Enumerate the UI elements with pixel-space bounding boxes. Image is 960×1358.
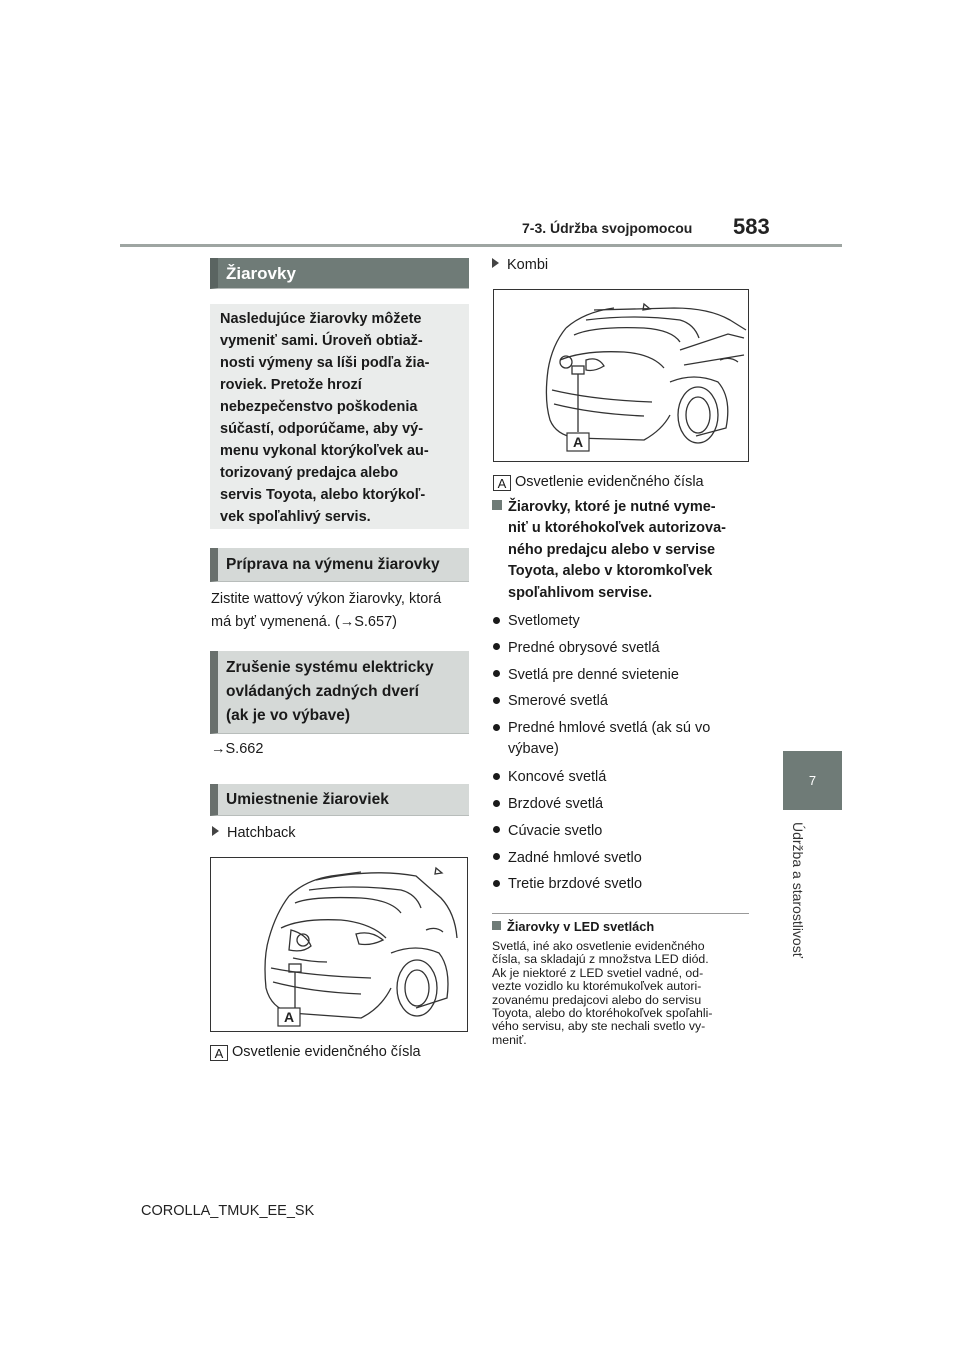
note-line: Svetlá, iné ako osvetlenie evidenčného (492, 939, 705, 953)
hatchback-car-drawing (211, 858, 467, 1031)
bullet-dot-icon (493, 880, 500, 887)
heading-bulb-location: Umiestnenie žiaroviek (210, 784, 469, 816)
list-item: Tretie brzdové svetlo (493, 871, 751, 898)
heading-power-door-line: (ak je vo výbave) (226, 707, 351, 724)
variant-kombi (492, 254, 548, 277)
dealer-heading-line: Toyota, alebo v ktoromkoľvek (508, 563, 713, 580)
prep-line: Zistite wattový výkon žiarovky, ktorá (211, 591, 442, 607)
list-item: Brzdové svetlá (493, 791, 751, 818)
heading-power-door-line: Zrušenie systému elektricky (226, 659, 434, 676)
intro-line: vek spoľahlivý servis. (220, 509, 371, 525)
intro-line: menu vykonal ktorýkoľvek au- (220, 443, 429, 459)
triangle-bullet-icon (492, 258, 499, 268)
note-line: Ak je niektoré z LED svetiel vadné, od- (492, 965, 704, 980)
section-title: 7-3. Údržba svojpomocou (522, 220, 693, 236)
power-door-reference: →S.662 (211, 741, 264, 757)
note-line: vezte vozidlo ku ktorémukoľvek autori- (492, 979, 702, 994)
note-line: vého servisu, aby ste nechali svetlo vy- (492, 1019, 706, 1034)
hatchback-rear-illustration (210, 857, 468, 1032)
variant-hatchback (212, 822, 296, 845)
bullet-dot-icon (493, 617, 500, 624)
dealer-heading-line: ného predajcu alebo v servise (508, 541, 716, 558)
intro-line: súčastí, odporúčame, aby vý- (220, 421, 424, 437)
note-line: Toyota, alebo do ktoréhokoľvek spoľahli- (492, 1006, 713, 1021)
bullet-dot-icon (493, 800, 500, 807)
intro-line: nosti výmeny sa líši podľa žia- (220, 355, 430, 371)
list-item: Smerové svetlá (493, 688, 751, 715)
chapter-tab: 7 (783, 751, 842, 810)
variant-hatchback-label: Hatchback (227, 825, 296, 841)
chapter-side-label-text: Údržba a starostlivosť (790, 822, 806, 958)
list-item: Koncové svetlá (493, 764, 751, 791)
bullet-dot-icon (493, 643, 500, 650)
list-item: Svetlá pre denné svietenie (493, 662, 751, 689)
intro-line: torizovaný predajca alebo (220, 465, 399, 481)
square-bullet-icon (492, 921, 501, 930)
intro-box (210, 304, 469, 529)
intro-line: Nasledujúce žiarovky môžete (220, 311, 422, 327)
intro-line: servis Toyota, alebo ktorýkoľ- (220, 487, 426, 503)
figure-callout-a: A (283, 1009, 295, 1025)
heading-preparation: Príprava na výmenu žiarovky (210, 548, 469, 582)
note-divider (492, 913, 749, 914)
list-item: Predné hmlové svetlá (ak sú vo (493, 715, 751, 739)
dealer-bulb-list (493, 608, 751, 898)
header-rule (120, 244, 842, 247)
kombi-caption-text: Osvetlenie evidenčného čísla (515, 474, 704, 490)
dealer-heading-line: spoľahlivom servise. (508, 584, 653, 601)
kombi-caption (493, 471, 704, 494)
note-line: meniť. (492, 1032, 527, 1047)
hatchback-caption (210, 1041, 421, 1064)
heading-power-door (210, 651, 469, 734)
kombi-rear-illustration (493, 289, 749, 462)
heading-power-door-line: ovládaných zadných dverí (226, 683, 419, 700)
caption-label-a: A (210, 1045, 228, 1061)
dealer-bulbs-heading (492, 497, 750, 604)
page-number: 583 (733, 214, 770, 239)
led-note-body (492, 940, 754, 1047)
list-item: Predné obrysové svetlá (493, 635, 751, 662)
list-item: Zadné hmlové svetlo (493, 845, 751, 872)
chapter-side-label (790, 822, 810, 992)
led-note-heading: Žiarovky v LED svetlách (492, 919, 654, 934)
intro-line: roviek. Pretože hrozí (220, 377, 362, 393)
bullet-dot-icon (493, 724, 500, 731)
bullet-dot-icon (493, 670, 500, 677)
note-line: čísla, sa skladajú z množstva LED diód. (492, 952, 709, 967)
figure-callout-a: A (572, 434, 584, 450)
kombi-car-drawing (494, 290, 748, 461)
prep-text (211, 588, 441, 634)
bullet-dot-icon (493, 853, 500, 860)
caption-label-a: A (493, 475, 511, 491)
bullet-dot-icon (493, 773, 500, 780)
heading-bulbs: Žiarovky (210, 258, 469, 289)
square-bullet-icon (492, 500, 502, 510)
variant-kombi-label: Kombi (507, 257, 549, 273)
dealer-heading-line: Žiarovky, ktoré je nutné vyme- (492, 497, 750, 518)
intro-line: vymeniť sami. Úroveň obtiaž- (220, 333, 423, 349)
dealer-heading-line: niť u ktoréhokoľvek autorizova- (508, 520, 726, 537)
list-item: Svetlomety (493, 608, 751, 635)
hatchback-caption-text: Osvetlenie evidenčného čísla (232, 1044, 421, 1060)
document-code: COROLLA_TMUK_EE_SK (141, 1203, 315, 1219)
bullet-dot-icon (493, 826, 500, 833)
triangle-bullet-icon (212, 826, 219, 836)
bullet-dot-icon (493, 697, 500, 704)
list-item-continuation: výbave) (508, 741, 559, 758)
list-item: Cúvacie svetlo (493, 818, 751, 845)
intro-line: nebezpečenstvo poškodenia (220, 399, 418, 415)
prep-line: má byť vymenená. (→S.657) (211, 614, 397, 630)
note-line: zovanému predajcovi alebo do servisu (492, 992, 702, 1007)
